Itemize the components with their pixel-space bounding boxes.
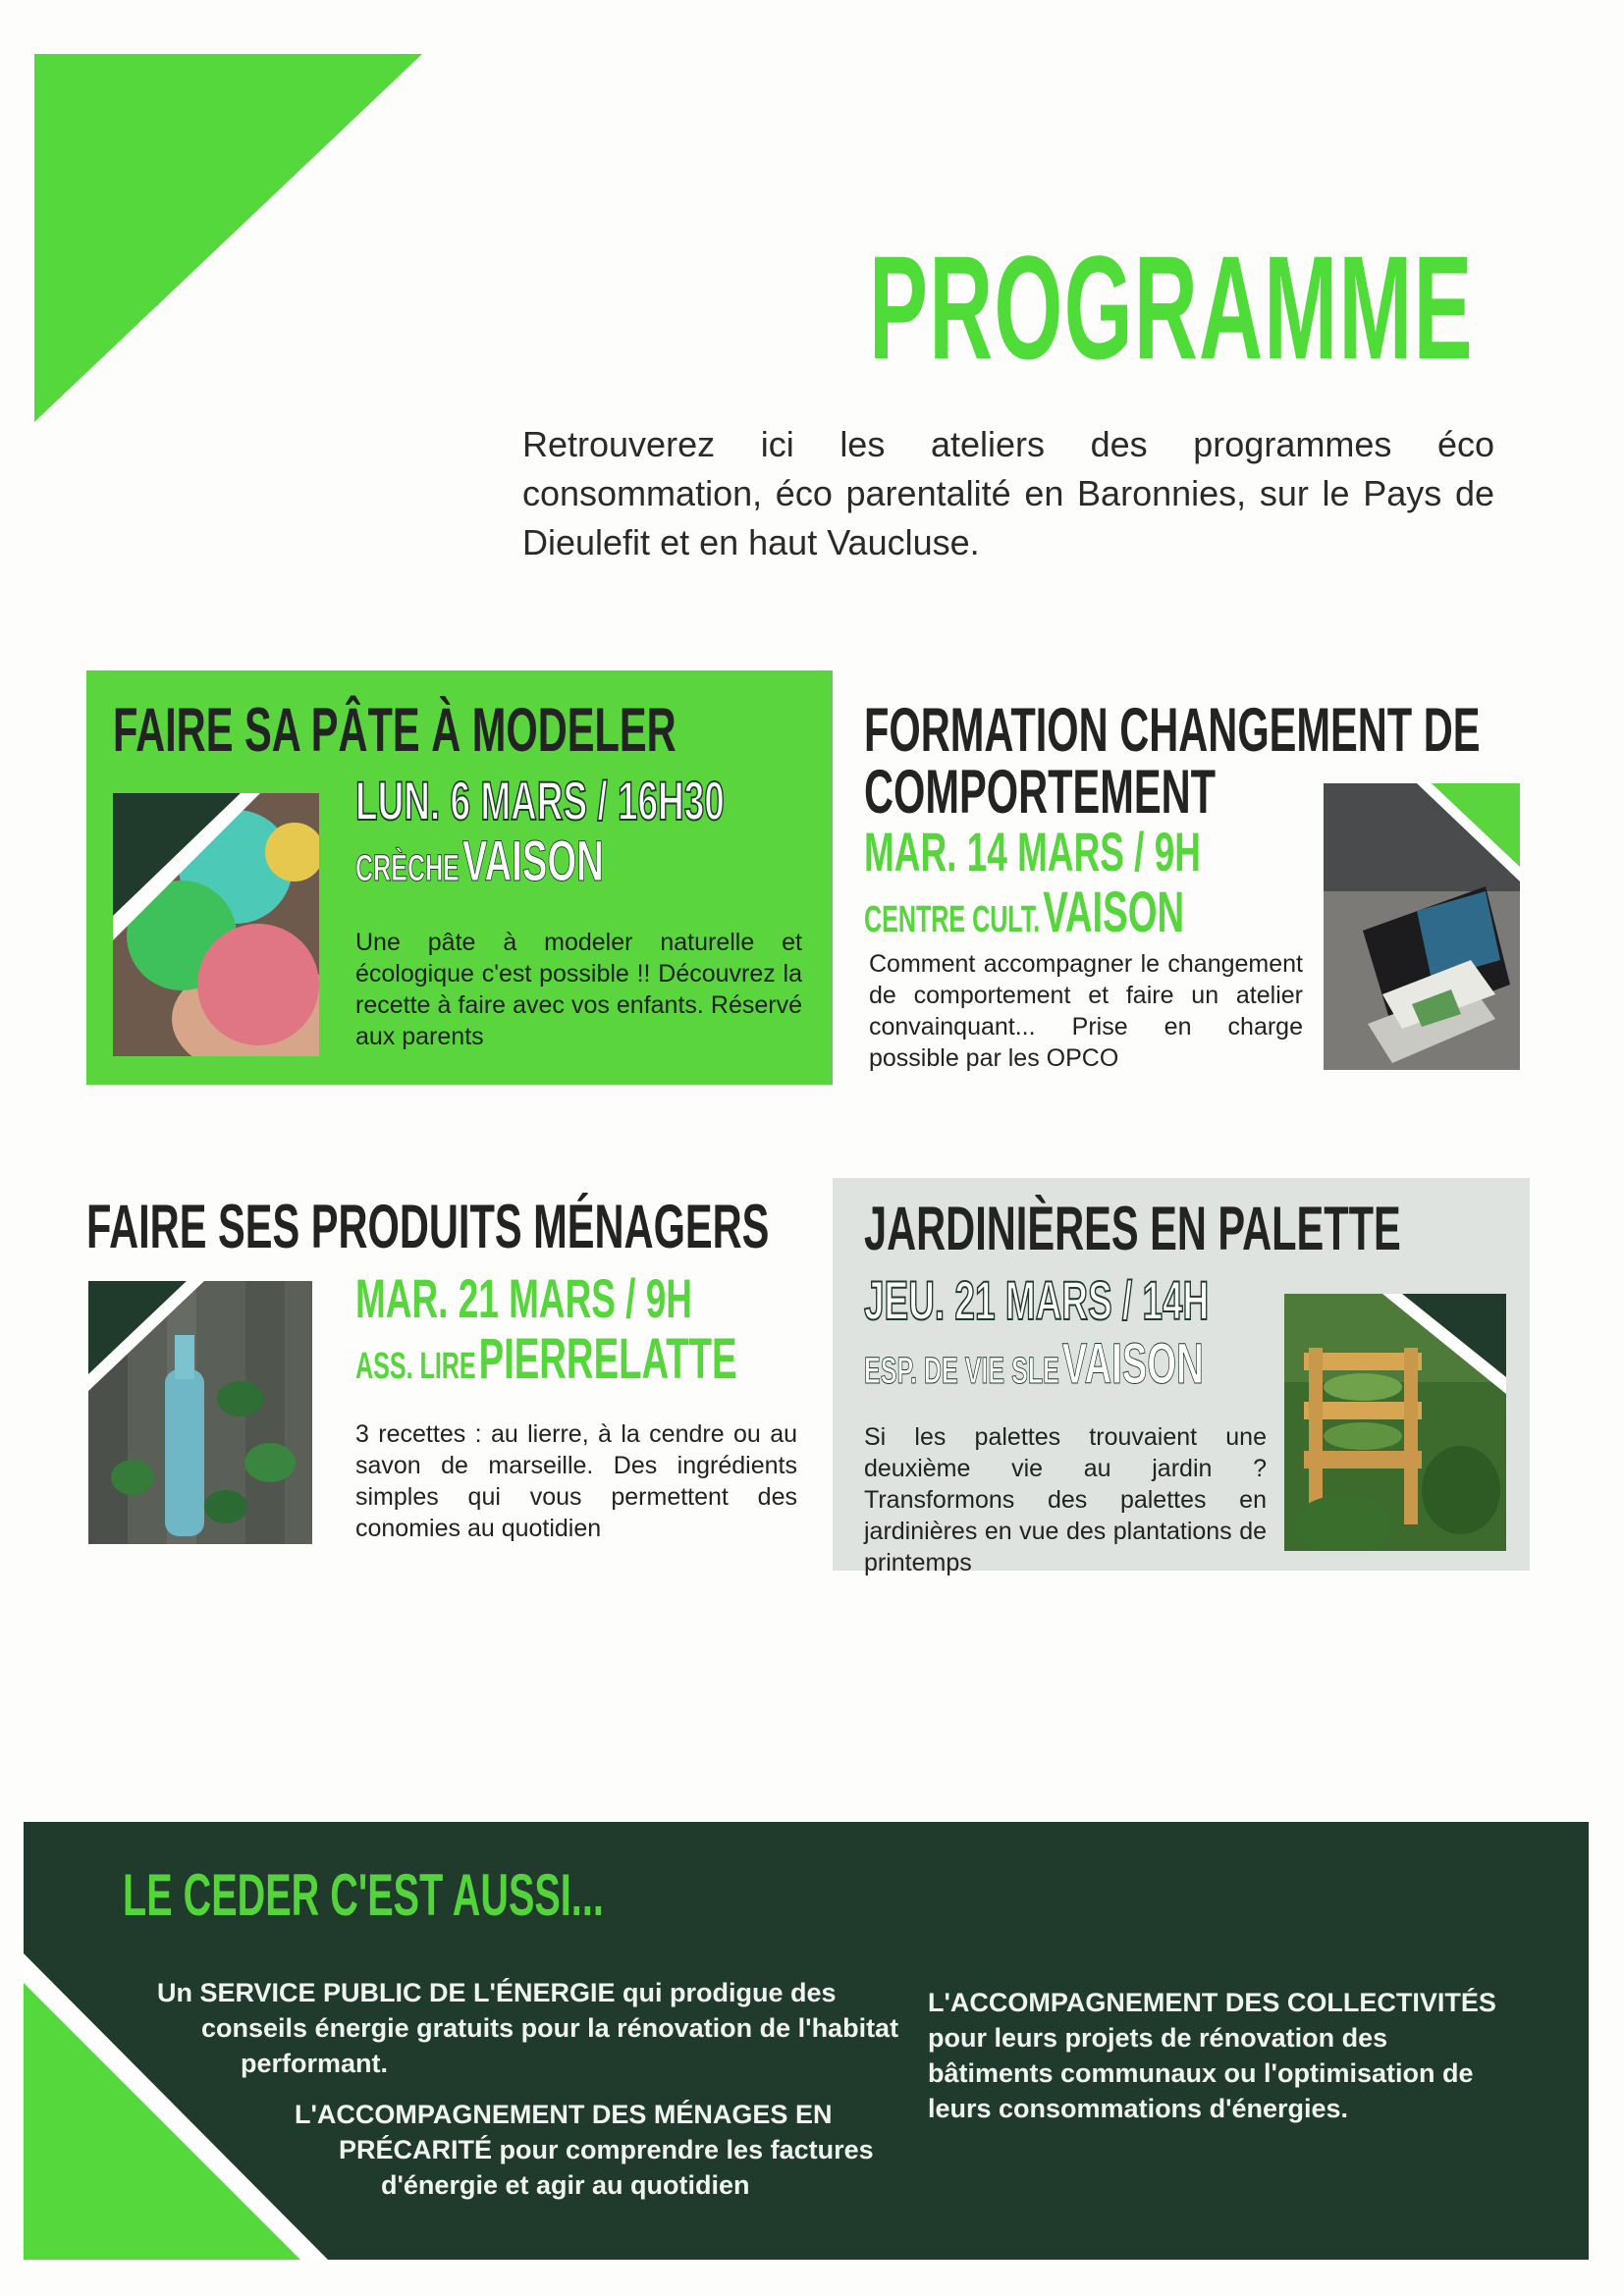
ceder-item-collectivites: L'ACCOMPAGNEMENT DES COLLECTIVITÉS pour leurs projets de rénovation des bâtiments communaux ou l'optimisation de leurs consommations d'énergies. <box>928 1988 1496 2123</box>
venue-city: VAISON <box>1043 881 1185 944</box>
venue-city: VAISON <box>1061 1332 1204 1396</box>
workshop-date: MAR. 21 MARS / 9H <box>355 1267 692 1329</box>
workshop-title: JARDINIÈRES EN PALETTE <box>864 1195 1401 1263</box>
workshop-venue <box>864 883 1184 957</box>
ceder-item-line: performant. <box>241 2049 389 2078</box>
corner-triangle-decoration <box>34 54 422 422</box>
venue-city: PIERRELATTE <box>478 1327 737 1391</box>
workshop-title: FORMATION CHANGEMENT DE <box>864 696 1481 765</box>
page-title: PROGRAMME <box>869 225 1474 390</box>
workshop-description: 3 recettes : au lierre, à la cendre ou au savon de marseille. Des ingrédients simples qui vous permettent des conomies au quotidien <box>355 1420 797 1542</box>
workshop-venue <box>355 829 604 906</box>
workshop-date: LUN. 6 MARS / 16H30 <box>355 770 725 831</box>
workshop-title: FAIRE SA PÂTE À MODELER <box>113 696 677 765</box>
workshop-date: JEU. 21 MARS / 14H <box>864 1269 1210 1331</box>
laptop-training-photo <box>1324 783 1520 1070</box>
ceder-item-line: Un SERVICE PUBLIC DE L'ÉNERGIE qui prodigue des <box>157 1978 837 2007</box>
ivy-bottle-photo <box>88 1281 312 1544</box>
venue-city: VAISON <box>461 829 604 893</box>
intro-text: Retrouverez ici les ateliers des programmes éco consommation, éco parentalité en Baronnies, sur le Pays de Dieulefit et en haut Vaucluse. <box>522 424 1494 562</box>
workshop-date: MAR. 14 MARS / 9H <box>864 821 1201 882</box>
ceder-item-line: conseils énergie gratuits pour la rénovation de l'habitat <box>201 2013 899 2043</box>
ceder-item-menages <box>295 2097 903 2203</box>
workshop-description: Si les palettes trouvaient une deuxième vie au jardin ? Transformons des palettes en jardinières en vue des plantations de printemps <box>864 1423 1267 1576</box>
ceder-item-line: L'ACCOMPAGNEMENT DES MÉNAGES EN <box>295 2100 833 2129</box>
ceder-title: LE CEDER C'EST AUSSI... <box>123 1862 604 1928</box>
pallet-planter-photo <box>1284 1294 1506 1551</box>
venue-prefix: ASS. LIRE <box>355 1346 476 1387</box>
ceder-item-line: PRÉCARITÉ pour comprendre les factures <box>339 2135 874 2164</box>
workshop-venue <box>355 1327 737 1404</box>
ceder-item-energy-service <box>157 1975 903 2081</box>
workshop-title-line2: COMPORTEMENT <box>864 758 1217 827</box>
workshop-description: Comment accompagner le changement de comportement et faire un atelier convainquant... Prise en charge possible par les OPCO <box>869 950 1303 1072</box>
venue-prefix: ESP. DE VIE SLE <box>864 1351 1059 1392</box>
workshop-description: Une pâte à modeler naturelle et écologique c'est possible !! Découvrez la recette à faire avec vos enfants. Réservé aux parents <box>355 929 802 1050</box>
playdough-photo <box>113 793 319 1056</box>
venue-prefix: CRÈCHE <box>355 848 460 889</box>
ceder-item-line: d'énergie et agir au quotidien <box>381 2170 750 2200</box>
workshop-venue <box>864 1332 1204 1409</box>
venue-prefix: CENTRE CULT. <box>864 899 1041 940</box>
workshop-title: FAIRE SES PRODUITS MÉNAGERS <box>86 1193 770 1261</box>
